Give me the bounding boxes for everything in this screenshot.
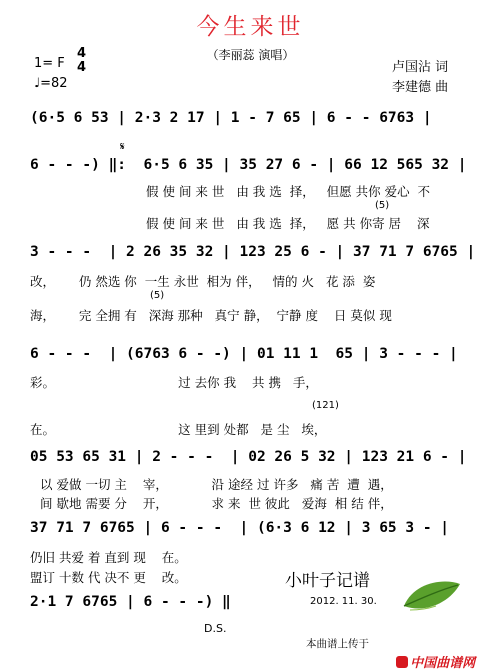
transcriber-signature: 小叶子记谱 — [285, 571, 370, 591]
score-line-1: (6·5 6 53 | 2·3 2 17 | 1 - 7 65 | 6 - - 6763 | — [30, 110, 432, 126]
lyric-line-4b: 在。 这 里到 处都 是 尘 埃， — [30, 422, 327, 437]
footer-text: 本曲谱上传于 — [306, 638, 369, 650]
score-line-6: 37 71 7 6765 | 6 - - - | (6·3 6 12 | 3 65 3 - | — [30, 520, 450, 536]
score-line-3: 3 - - - | 2 26 35 32 | 123 25 6 - | 37 71 7 6765 | — [30, 244, 476, 260]
lyric-line-2a: 假 使 间 来 世 由 我 选 择， 但愿 共你 爱心 不 — [146, 184, 431, 199]
lyric-line-3b: 海， 完 全拥 有 深海 那种 真宁 静， 宁静 度 日 莫似 现 — [30, 308, 392, 323]
ds-marking: D.S. — [204, 622, 227, 635]
score-line-2: 6 - - -) ‖: 6·5 6 35 | 35 27 6 - | 66 12 565 32 | — [30, 157, 467, 173]
lyric-line-3a: 改， 仍 然选 你 一生 永世 相为 伴， 情的 火 花 添 姿 — [30, 274, 376, 289]
song-title: 今生来世 — [196, 14, 305, 40]
lyric-line-5a: 以 爱做 一切 主 宰， 沿 途经 过 许多 痛 苦 遭 遇， — [40, 477, 393, 492]
footer-brand-label: 中国曲谱网 — [410, 656, 476, 671]
footer-brand[interactable] — [386, 633, 475, 671]
time-signature-top: 4 — [77, 46, 87, 61]
repeat-mark-2: (5) — [375, 200, 390, 211]
composer-credit: 李建德 曲 — [392, 80, 449, 95]
lyric-line-4a: 彩。 过 去你 我 共 携 手， — [30, 375, 318, 390]
song-subtitle: （李丽蕊 演唱） — [206, 48, 295, 62]
segno-icon: 𝄋 — [120, 140, 125, 153]
transcription-date: 2012. 11. 30. — [310, 596, 377, 607]
score-line-7: 2·1 7 6765 | 6 - - -) ‖ — [30, 594, 231, 610]
time-signature-bottom: 4 — [77, 60, 87, 75]
score-line-4: 6 - - - | (6763 6 - -) | 01 11 1 65 | 3 - - - | — [30, 346, 458, 362]
repeat-mark-4: (121) — [312, 400, 339, 411]
lyric-line-2b: 假 使 间 来 世 由 我 选 择， 愿 共 你寄 居 深 — [146, 216, 430, 231]
tempo-marking: ♩=82 — [34, 76, 68, 91]
lyricist-credit: 卢国沾 词 — [392, 60, 449, 75]
leaf-icon — [400, 576, 464, 616]
site-logo-icon — [396, 656, 408, 668]
lyric-line-6a: 仍旧 共爱 着 直到 现 在。 — [30, 550, 187, 565]
repeat-mark-3: (5) — [150, 290, 165, 301]
key-signature: 1= F — [34, 56, 65, 71]
score-line-5: 05 53 65 31 | 2 - - - | 02 26 5 32 | 123 21 6 - | — [30, 449, 467, 465]
lyric-line-6b: 盟订 十数 代 决不 更 改。 — [30, 570, 187, 585]
lyric-line-5b: 间 歇地 需要 分 开， 求 来 世 彼此 爱海 相 结 伴， — [40, 496, 393, 511]
